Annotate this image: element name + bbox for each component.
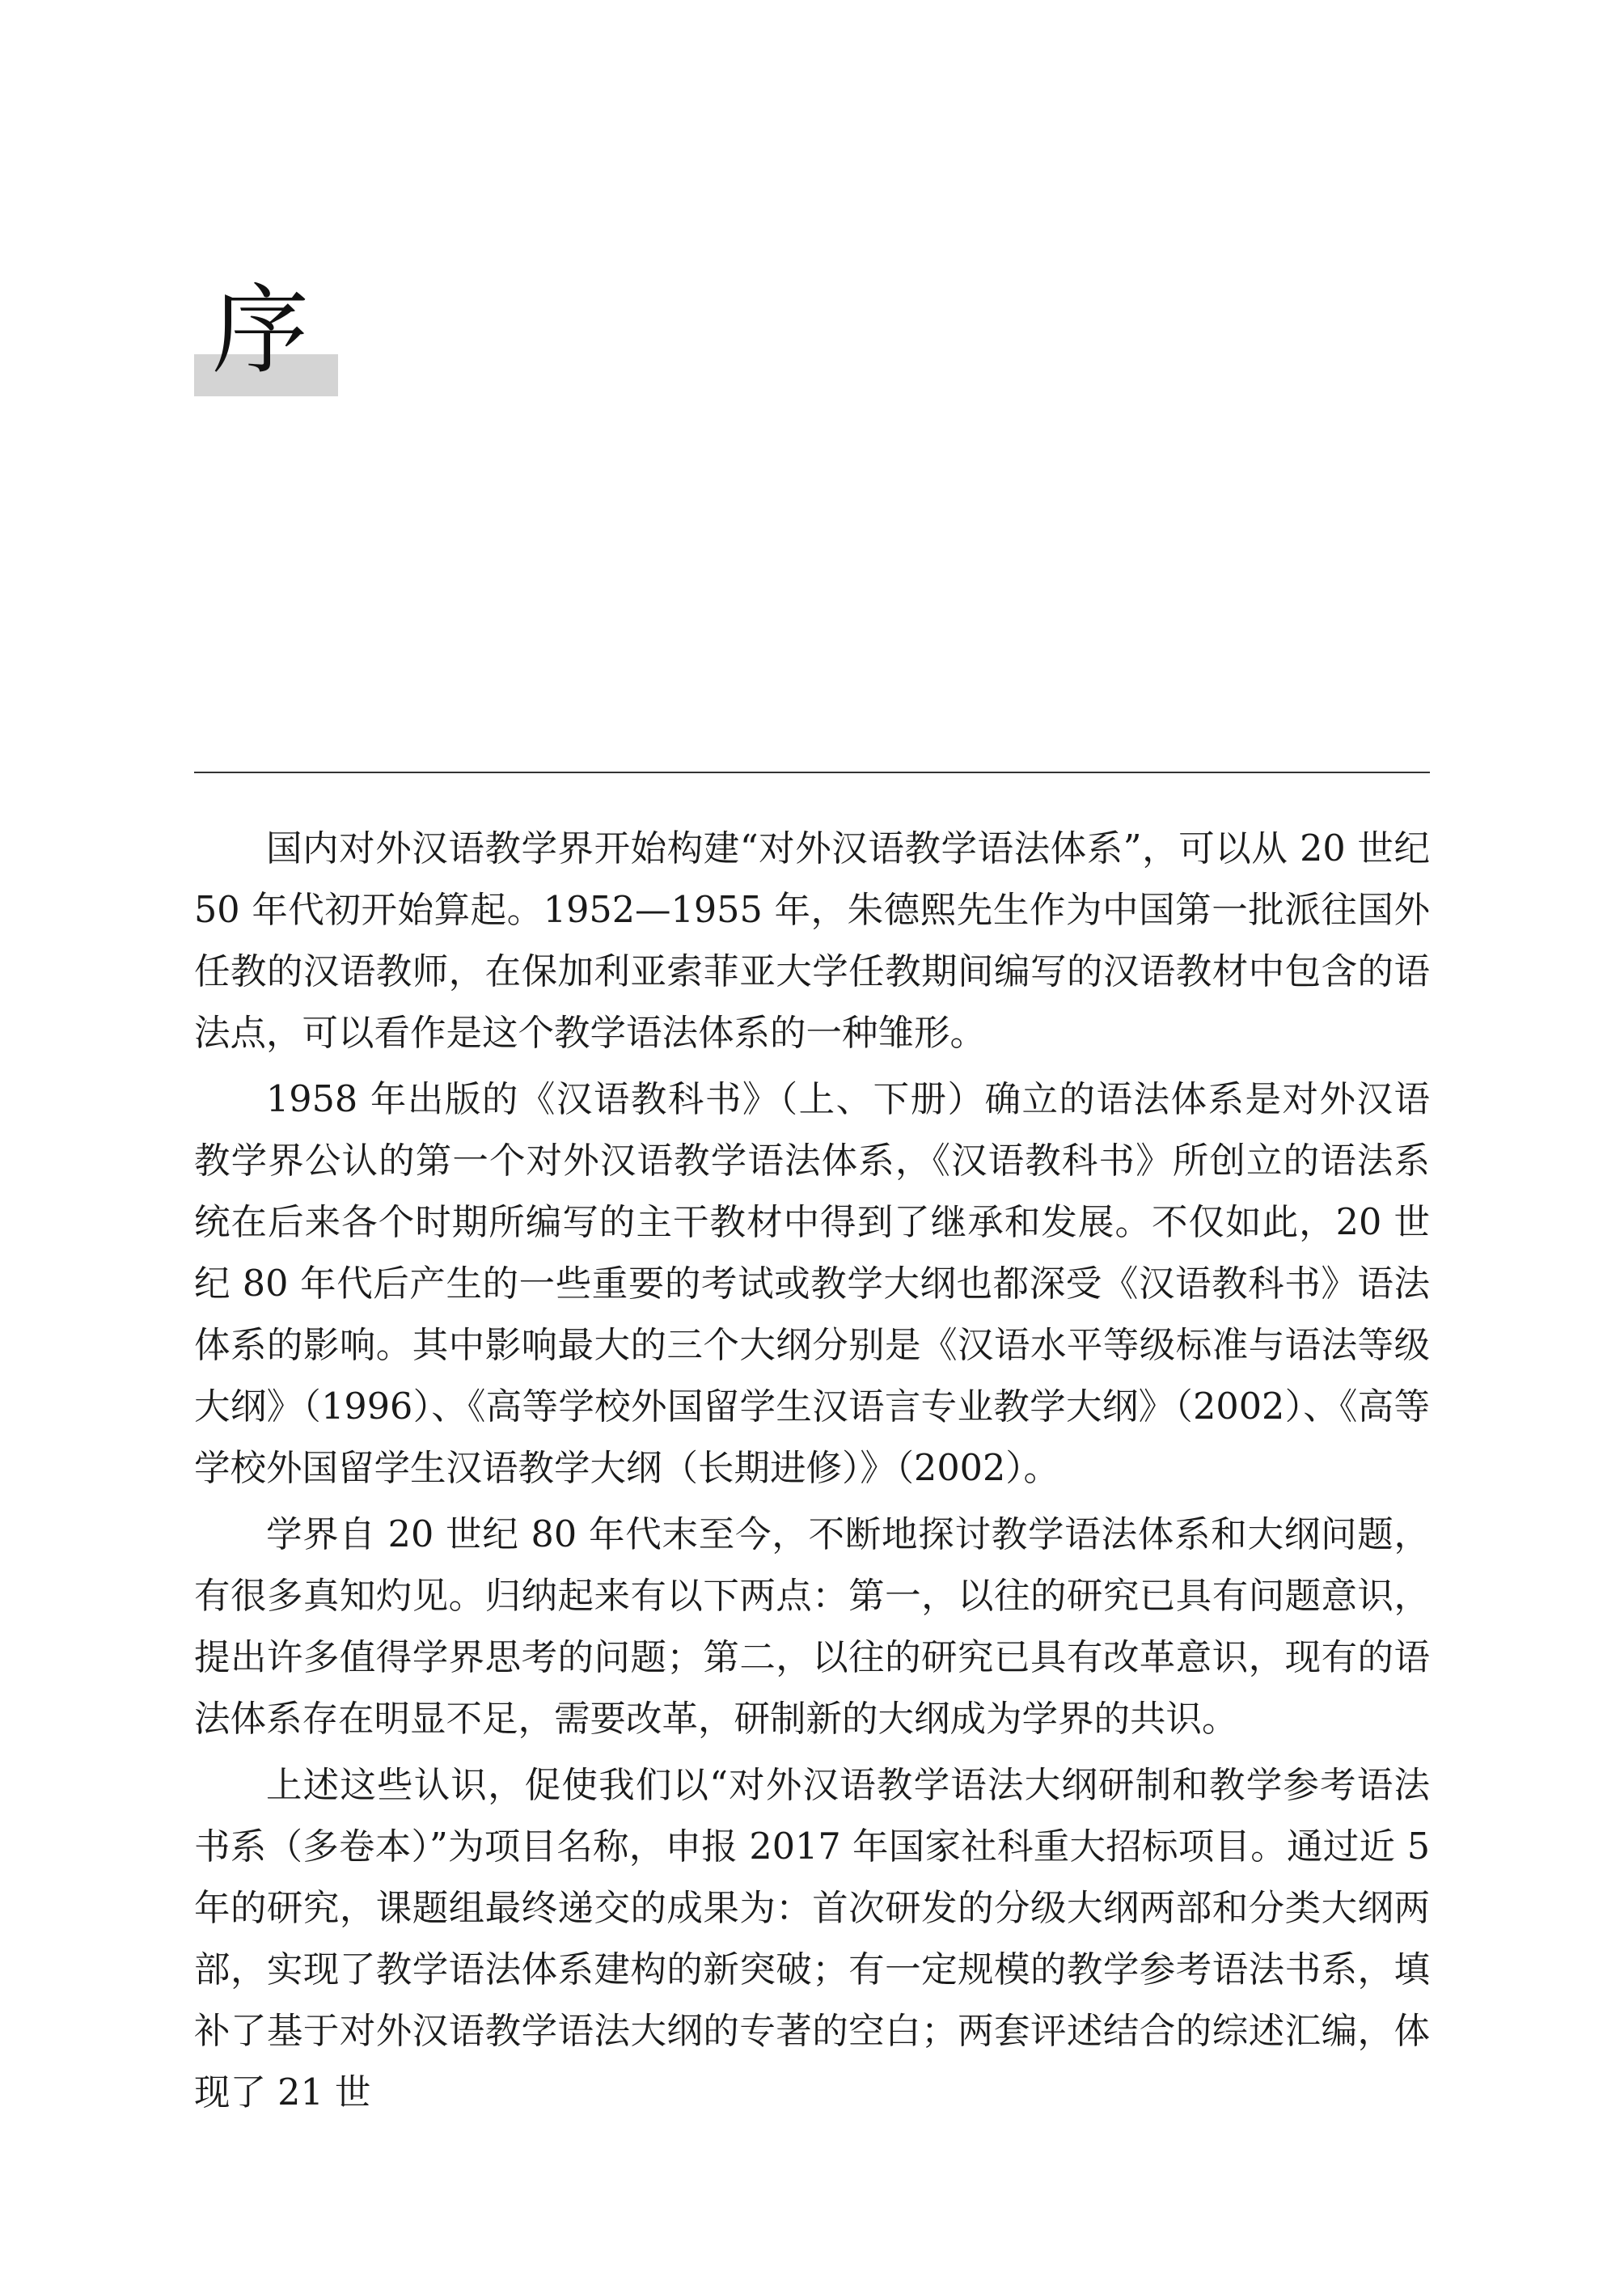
section-divider: [194, 772, 1430, 773]
paragraph: 上述这些认识，促使我们以“对外汉语教学语法大纲研制和教学参考语法书系（多卷本）”为项目名称，申报 2017 年国家社科重大招标项目。通过近 5 年的研究，课题组最终递交的成果为：首次研发的分级大纲两部和分类大纲两部，实现了教学语法体系建构的新突破；有一定规模的教学参考语法书系，填补了基于对外汉语教学语法大纲的专著的空白；两套评述结合的综述汇编，体现了 21 世: [194, 1765, 1430, 2113]
paragraph: 学界自 20 世纪 80 年代末至今，不断地探讨教学语法体系和大纲问题，有很多真知灼见。归纳起来有以下两点：第一，以往的研究已具有问题意识，提出许多值得学界思考的问题；第二，以往的研究已具有改革意识，现有的语法体系存在明显不足，需要改革，研制新的大纲成为学界的共识。: [194, 1514, 1430, 1740]
chapter-title: 序: [212, 275, 309, 387]
paragraph: 国内对外汉语教学界开始构建“对外汉语教学语法体系”，可以从 20 世纪 50 年代初开始算起。1952—1955 年，朱德熙先生作为中国第一批派往国外任教的汉语教师，在保加利亚索菲亚大学任教期间编写的汉语教材中包含的语法点，可以看作是这个教学语法体系的一种雏形。: [194, 828, 1430, 1054]
chapter-title-block: [194, 275, 340, 396]
body-text: [194, 819, 1430, 2129]
paragraph: 1958 年出版的《汉语教科书》（上、下册）确立的语法体系是对外汉语教学界公认的第一个对外汉语教学语法体系，《汉语教科书》所创立的语法系统在后来各个时期所编写的主干教材中得到了继承和发展。不仅如此，20 世纪 80 年代后产生的一些重要的考试或教学大纲也都深受《汉语教科书》语法体系的影响。其中影响最大的三个大纲分别是《汉语水平等级标准与语法等级大纲》（1996）、《高等学校外国留学生汉语言专业教学大纲》（2002）、《高等学校外国留学生汉语教学大纲（长期进修）》（2002）。: [194, 1079, 1430, 1489]
